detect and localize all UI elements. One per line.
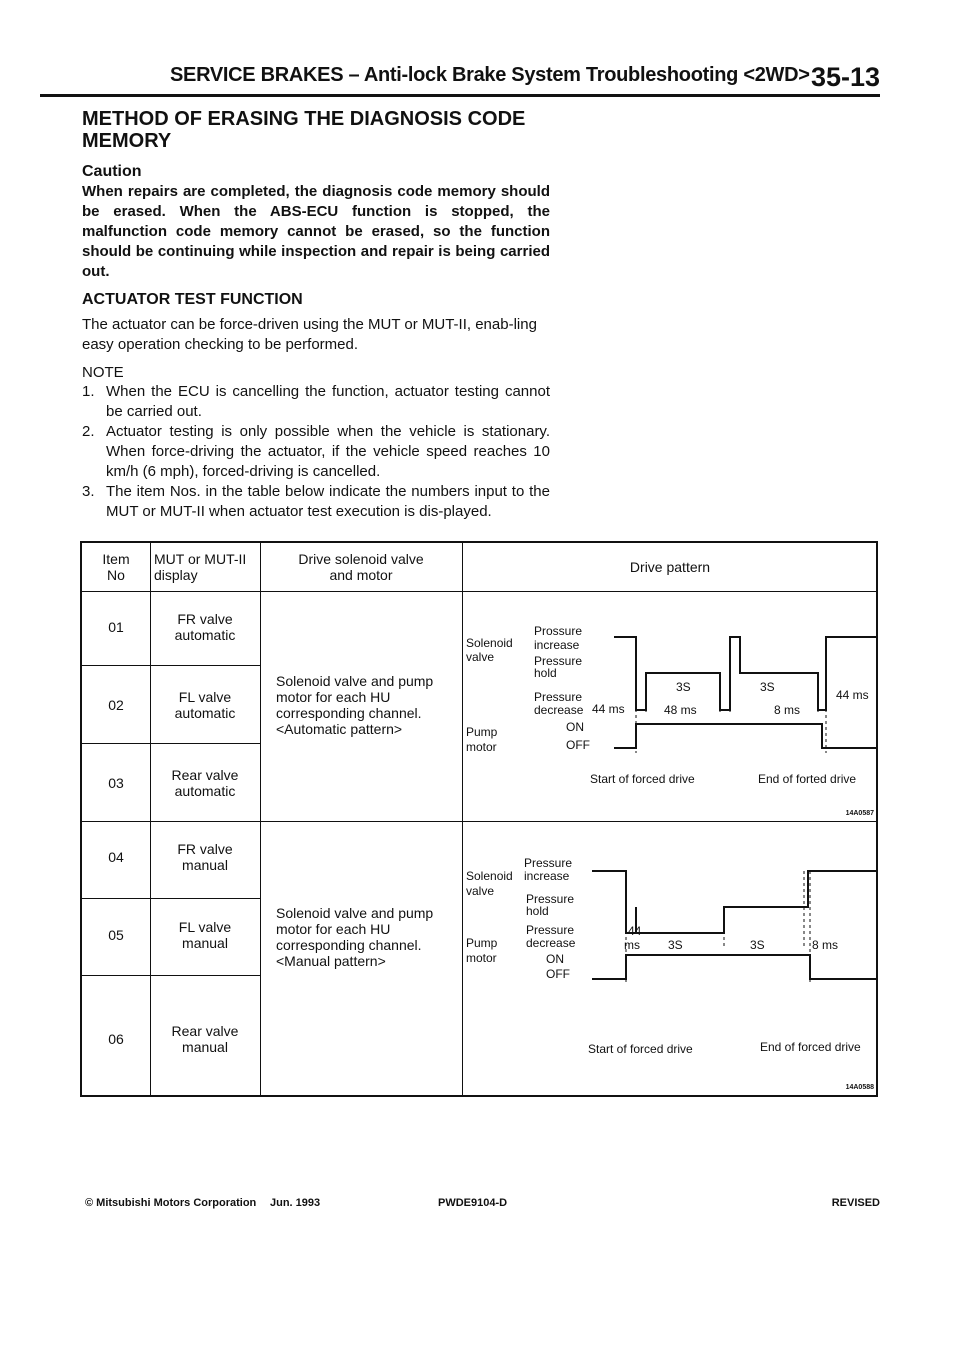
timing-label: 44 ms <box>592 702 625 716</box>
solenoid-label: Solenoid <box>466 869 513 883</box>
footer-status: REVISED <box>831 1197 880 1209</box>
footer-copyright: © Mitsubishi Motors Corporation <box>85 1197 257 1209</box>
caution-heading: Caution <box>82 163 142 180</box>
end-label: End of forced drive <box>760 1040 861 1054</box>
page-header <box>170 62 880 96</box>
decrease-label: decrease <box>526 936 576 950</box>
row-no: 06 <box>108 1031 124 1047</box>
manual-pattern-diagram <box>464 823 880 1097</box>
on-label: ON <box>566 720 584 734</box>
pump-label: Pump <box>466 725 498 739</box>
header-item-no: Item No <box>102 551 130 583</box>
header-title: SERVICE BRAKES – Anti-lock Brake System Troubleshooting <2WD> <box>170 64 810 86</box>
footer-date: Jun. 1993 <box>270 1197 321 1209</box>
hold-label: hold <box>526 904 549 918</box>
solenoid-label: Solenoid <box>466 636 513 650</box>
hold-label: hold <box>534 666 557 680</box>
start-label: Start of forced drive <box>590 772 695 786</box>
note-text: Actuator testing is only possible when the vehicle is stationary. When force-driving the actuator, if the vehicle speed reaches 10 km/h (6 mph), forced-driving is cancelled. <box>106 423 550 480</box>
row-no: 02 <box>108 697 124 713</box>
note-item <box>82 382 550 422</box>
footer-doc-code: PWDE9104-D <box>438 1197 508 1209</box>
start-label: Start of forced drive <box>588 1042 693 1056</box>
increase-label: Pressure <box>524 856 573 870</box>
figure-code: 14A0587 <box>845 810 874 817</box>
row-no: 01 <box>108 619 124 635</box>
note-text: When the ECU is cancelling the function, actuator testing cannot be carried out. <box>106 383 550 420</box>
note-heading: NOTE <box>82 364 124 381</box>
note-item <box>82 482 550 522</box>
header-drive-solenoid: Drive solenoid valve and motor <box>298 551 424 583</box>
pump-label: motor <box>466 951 497 965</box>
note-text: The item Nos. in the table below indicate the numbers input to the MUT or MUT-II when actuator test execution is dis-played. <box>106 483 550 520</box>
header-rule <box>40 94 880 97</box>
hold-label: Pressure <box>534 654 583 668</box>
row-display: Rear valve automatic <box>171 767 239 799</box>
table-row-rule <box>82 898 260 899</box>
note-number: 2. <box>82 423 95 440</box>
table-group-rule <box>82 821 878 822</box>
note-item <box>82 422 550 482</box>
auto-drive-description: Solenoid valve and pump motor for each HU corresponding channel. <Automatic pattern> <box>276 673 434 737</box>
decrease-label: Pressure <box>526 923 575 937</box>
note-number: 3. <box>82 483 95 500</box>
section-title: METHOD OF ERASING THE DIAGNOSIS CODE MEMORY <box>82 108 526 152</box>
row-no: 05 <box>108 927 124 943</box>
pump-label: Pump <box>466 936 498 950</box>
table-header-rule <box>82 591 878 592</box>
row-no: 04 <box>108 849 124 865</box>
decrease-label: Pressure <box>534 690 583 704</box>
timing-label: 48 ms <box>664 703 697 717</box>
actuator-test-table <box>80 541 878 1097</box>
row-display: FR valve automatic <box>174 611 236 643</box>
table-row-rule <box>82 975 260 976</box>
pump-waveform <box>614 724 878 748</box>
timing-label: 3S <box>668 938 683 952</box>
timing-label: 3S <box>676 680 691 694</box>
solenoid-label: valve <box>466 650 495 664</box>
timing-label: 8 ms <box>812 938 839 952</box>
solenoid-label: valve <box>466 884 495 898</box>
timing-label: ms <box>624 938 640 952</box>
row-display: FR valve manual <box>177 841 233 873</box>
actuator-heading: ACTUATOR TEST FUNCTION <box>82 291 303 308</box>
pump-label: motor <box>466 740 497 754</box>
row-display: Rear valve manual <box>171 1023 239 1055</box>
note-number: 1. <box>82 383 95 400</box>
manual-drive-description: Solenoid valve and pump motor for each HU corresponding channel. <Manual pattern> <box>276 905 434 969</box>
off-label: OFF <box>546 967 570 981</box>
row-display: FL valve manual <box>178 919 232 951</box>
off-label: OFF <box>566 738 590 752</box>
header-mut-display: MUT or MUT-II display <box>154 551 247 583</box>
increase-label: increase <box>524 869 570 883</box>
actuator-intro: The actuator can be force-driven using the MUT or MUT-II, enab-ling easy operation checking to be performed. <box>82 316 537 353</box>
caution-text: When repairs are completed, the diagnosis code memory should be erased. When the ABS-ECU function is stopped, the malfunction code memory cannot be erased, so the function should be continuing while inspection and repair is being carried out. <box>82 183 550 280</box>
figure-code: 14A0588 <box>845 1084 874 1091</box>
timing-label: 3S <box>750 938 765 952</box>
header-drive-pattern: Drive pattern <box>629 559 711 575</box>
hold-label: Pressure <box>526 892 575 906</box>
decrease-label: decrease <box>534 703 584 717</box>
table-row-rule <box>82 665 260 666</box>
on-label: ON <box>546 952 564 966</box>
timing-label: 44 ms <box>836 688 869 702</box>
increase-label: Prossure <box>534 624 583 638</box>
automatic-pattern-diagram <box>464 593 880 821</box>
row-no: 03 <box>108 775 124 791</box>
table-divider <box>260 543 261 1095</box>
table-divider <box>462 543 463 1095</box>
page-number: 35-13 <box>810 62 880 92</box>
timing-label: 44 <box>628 924 642 938</box>
table-row-rule <box>82 743 260 744</box>
pump-waveform <box>592 955 878 979</box>
timing-label: 8 ms <box>774 703 801 717</box>
row-display: FL valve automatic <box>174 689 236 721</box>
main-content <box>82 108 550 522</box>
page-footer <box>85 1197 880 1213</box>
increase-label: increase <box>534 638 580 652</box>
end-label: End of forted drive <box>758 772 857 786</box>
timing-label: 3S <box>760 680 775 694</box>
